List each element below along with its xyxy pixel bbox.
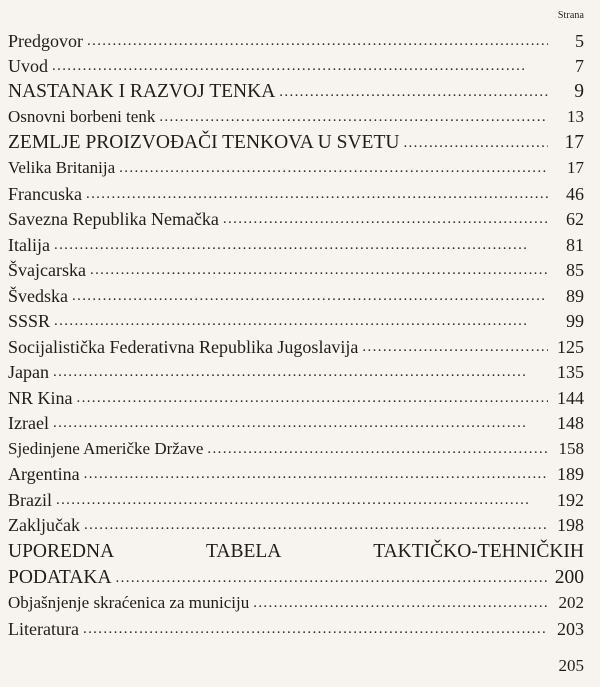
toc-entry-page: 81 xyxy=(566,234,584,255)
toc-entry-page: 144 xyxy=(557,387,584,408)
toc-entry-page: 13 xyxy=(567,107,584,126)
toc-entry-title: Brazil xyxy=(8,489,52,510)
toc-entry xyxy=(8,77,584,103)
toc-entry-page: 9 xyxy=(574,80,584,102)
toc-entry-title: Švedska xyxy=(8,285,68,306)
toc-entry xyxy=(8,281,584,307)
toc-entry-page: 7 xyxy=(575,56,584,76)
toc-entry-title: Japan xyxy=(8,362,49,382)
toc-entry-title: Socijalistička Federativna Republika Jugoslavija xyxy=(8,336,359,357)
leader-dots xyxy=(84,514,548,536)
toc-entry-page: 202 xyxy=(558,593,584,612)
toc-entry-title: NR Kina xyxy=(8,387,73,408)
toc-entry xyxy=(8,26,584,52)
toc-entry-page: 198 xyxy=(557,515,584,535)
leader-dots xyxy=(53,361,548,383)
toc-entry-title: Italija xyxy=(8,234,50,255)
toc-entry-page: 200 xyxy=(554,566,584,588)
toc-entry xyxy=(8,511,584,537)
toc-entry-table-line1 xyxy=(8,536,584,563)
toc-entry-title: PODATAKA xyxy=(8,566,112,588)
toc-entry-title: Velika Britanija xyxy=(8,158,116,177)
toc-entry-page: 17 xyxy=(567,158,584,177)
toc-list xyxy=(8,26,584,536)
leader-dots xyxy=(116,567,548,589)
leader-dots xyxy=(403,132,548,154)
toc-entry xyxy=(8,589,584,615)
toc-entry-page: 46 xyxy=(566,183,584,204)
toc-entry xyxy=(8,434,584,460)
toc-entry-title: Uvod xyxy=(8,56,48,76)
leader-dots xyxy=(207,438,548,460)
toc-entry xyxy=(8,460,584,486)
table-of-contents xyxy=(8,26,584,640)
toc-entry xyxy=(8,52,584,78)
leader-dots xyxy=(54,310,548,332)
toc-entry-page: 5 xyxy=(575,30,584,51)
leader-dots xyxy=(83,618,548,640)
leader-dots xyxy=(54,234,548,256)
toc-entry xyxy=(8,485,584,511)
leader-dots xyxy=(90,259,548,281)
toc-entry-title: Francuska xyxy=(8,183,82,204)
leader-dots xyxy=(279,81,548,103)
toc-entry-title: ZEMLJE PROIZVOĐAČI TENKOVA U SVETU xyxy=(8,131,400,153)
toc-entry xyxy=(8,154,584,180)
toc-entry-page: 17 xyxy=(564,131,584,153)
leader-dots xyxy=(119,157,548,179)
toc-entry-title: Zaključak xyxy=(8,515,80,535)
page-column-label: Strana xyxy=(557,10,584,21)
leader-dots xyxy=(223,208,548,230)
toc-entry-page: 148 xyxy=(557,413,584,433)
toc-entry-title: NASTANAK I RAZVOJ TENKA xyxy=(8,80,276,102)
toc-entry-table-word-3: TAKTIČKO-TEHNIČKIH xyxy=(373,541,584,562)
leader-dots xyxy=(72,285,548,307)
toc-entry-page: 158 xyxy=(558,438,584,458)
toc-entry xyxy=(8,128,584,154)
toc-entry-title: Literatura xyxy=(8,618,79,639)
leader-dots xyxy=(52,55,548,77)
toc-entry xyxy=(8,307,584,333)
toc-entry xyxy=(8,383,584,409)
leader-dots xyxy=(253,592,548,614)
toc-entry-table-word-2: TABELA xyxy=(206,541,282,562)
leader-dots xyxy=(84,463,548,485)
toc-entry xyxy=(8,614,584,640)
toc-entry xyxy=(8,230,584,256)
toc-entry-title: Osnovni borbeni tenk xyxy=(8,107,156,126)
toc-entry xyxy=(8,358,584,384)
toc-entry xyxy=(8,256,584,282)
toc-entry xyxy=(8,205,584,231)
toc-entry-page: 189 xyxy=(557,464,584,484)
leader-dots xyxy=(159,106,548,128)
toc-entry-title: Predgovor xyxy=(8,30,83,51)
toc-tail-list xyxy=(8,589,584,640)
leader-dots xyxy=(87,30,548,52)
toc-entry-title: Švajcarska xyxy=(8,260,86,280)
toc-entry-page: 62 xyxy=(566,209,584,229)
toc-entry-page: 125 xyxy=(557,336,584,357)
toc-entry xyxy=(8,103,584,129)
toc-entry-page: 89 xyxy=(566,285,584,306)
toc-entry xyxy=(8,332,584,358)
leader-dots xyxy=(53,412,548,434)
toc-entry-page: 85 xyxy=(566,260,584,280)
leader-dots xyxy=(77,387,549,409)
toc-entry-title: SSSR xyxy=(8,311,51,331)
toc-entry-title: Izrael xyxy=(8,413,49,433)
toc-entry xyxy=(8,179,584,205)
toc-entry-title: Argentina xyxy=(8,464,80,484)
leader-dots xyxy=(362,336,548,358)
leader-dots xyxy=(86,183,548,205)
toc-entry xyxy=(8,409,584,435)
toc-entry-table-word-1: UPOREDNA xyxy=(8,541,115,562)
page-number: 205 xyxy=(558,656,584,675)
toc-entry-page: 192 xyxy=(557,489,584,510)
toc-entry-page: 99 xyxy=(566,311,584,331)
toc-entry-title: Savezna Republika Nemačka xyxy=(8,209,219,229)
toc-entry-title: Objašnjenje skraćenica za municiju xyxy=(8,593,250,612)
toc-entry-table-line2 xyxy=(8,563,584,589)
leader-dots xyxy=(56,489,548,511)
toc-entry-title: Sjedinjene Američke Države xyxy=(8,438,204,458)
toc-entry-page: 135 xyxy=(557,362,584,382)
toc-entry-page: 203 xyxy=(557,618,584,639)
